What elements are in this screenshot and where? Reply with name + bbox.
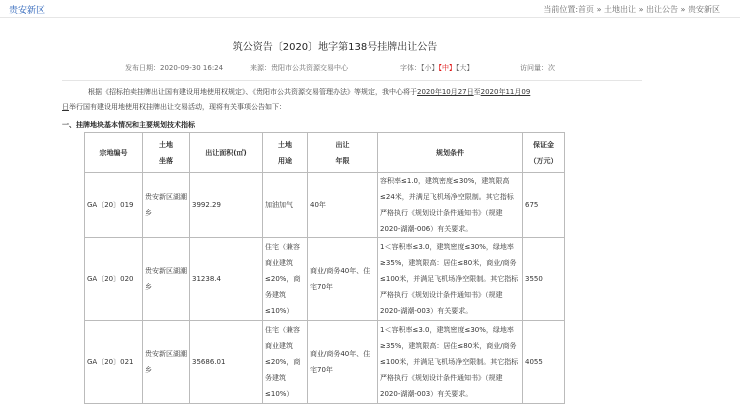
header-term: 出让 年限: [308, 133, 378, 173]
cell-deposit: 4055: [523, 321, 565, 404]
breadcrumb-notices[interactable]: 出让公告: [646, 5, 679, 14]
font-small-button[interactable]: 【小】: [421, 64, 439, 72]
table-row: [85, 321, 565, 404]
land-plots-table: [84, 132, 565, 404]
cell-location: 贵安新区湖潮乡: [143, 173, 190, 238]
cell-use: 加油加气: [263, 173, 308, 238]
table-row: [85, 173, 565, 238]
header-location: 土地 坐落: [143, 133, 190, 173]
start-date: 2020年10月27日: [417, 88, 474, 96]
breadcrumb-label: 当前位置:: [543, 5, 579, 14]
cell-conditions: 1＜容积率≤3.0，建筑密度≤30%，绿地率≥35%，建筑限高：居住≤80米，商业/商务≤100米，并满足飞机场净空限制。其它指标严格执行《规划设计条件通知书》（规建2020-湖潮-003）有关要求。: [378, 321, 523, 404]
cell-area: 35686.01: [190, 321, 263, 404]
cell-use: 住宅（兼容商业建筑≤20%，商务建筑≤10%）: [263, 321, 308, 404]
cell-deposit: 3550: [523, 238, 565, 321]
brand-link[interactable]: 贵安新区: [9, 6, 46, 16]
breadcrumb-land-transfer[interactable]: 土地出让: [604, 5, 637, 14]
cell-location: 贵安新区湖潮乡: [143, 238, 190, 321]
cell-term: 40年: [308, 173, 378, 238]
cell-plot-no: GA〔20〕021: [85, 321, 143, 404]
cell-conditions: 1＜容积率≤3.0，建筑密度≤30%，绿地率≥35%，建筑限高：居住≤80米，商业/商务≤100米，并满足飞机场净空限制。其它指标严格执行《规划设计条件通知书》（规建2020-湖潮-003）有关要求。: [378, 238, 523, 321]
divider: [62, 80, 642, 81]
breadcrumb-separator: »: [678, 5, 688, 14]
section-heading: 一、挂牌地块基本情况和主要规划技术指标: [62, 121, 195, 129]
intro-text-cont: 举行国有建设用地使用权挂牌出让交易活动，现将有关事项公告如下：: [69, 103, 286, 111]
article-meta: [0, 63, 740, 75]
cell-term: 商业/商务40年、住宅70年: [308, 321, 378, 404]
header-plot-no: 宗地编号: [85, 133, 143, 173]
visit-count: 访问量：次: [520, 64, 555, 72]
cell-area: 3992.29: [190, 173, 263, 238]
breadcrumb-separator: »: [594, 5, 605, 14]
breadcrumb-separator: »: [636, 5, 647, 14]
font-large-button[interactable]: 【大】: [456, 64, 474, 72]
font-label: 字体：: [400, 64, 421, 72]
cell-use: 住宅（兼容商业建筑≤20%，商务建筑≤10%）: [263, 238, 308, 321]
font-medium-button[interactable]: 【中】: [438, 64, 456, 72]
cell-plot-no: GA〔20〕019: [85, 173, 143, 238]
intro-paragraph-cont: [62, 101, 642, 113]
table-row: [85, 238, 565, 321]
page-title: 筑公资告〔2020〕地字第138号挂牌出让公告: [232, 42, 438, 53]
end-date-tail: 日: [62, 103, 69, 111]
header-conditions: 规划条件: [378, 133, 523, 173]
intro-to: 至: [473, 88, 481, 96]
header-deposit: 保证金 （万元）: [523, 133, 565, 173]
publish-date: 发布日期：2020-09-30 16:24: [125, 64, 224, 72]
intro-text: 根据《招标拍卖挂牌出让国有建设用地使用权规定》、《贵阳市公共资源交易管理办法》等规定，我中心将于: [88, 88, 417, 96]
cell-term: 商业/商务40年、住宅70年: [308, 238, 378, 321]
cell-deposit: 675: [523, 173, 565, 238]
source: 来源：贵阳市公共资源交易中心: [250, 64, 348, 72]
end-date: 2020年11月09: [480, 88, 531, 96]
header-use: 土地 用途: [263, 133, 308, 173]
intro-paragraph: [88, 86, 638, 98]
cell-area: 31238.4: [190, 238, 263, 321]
cell-conditions: 容积率≤1.0，建筑密度≤30%，建筑限高≤24米，并满足飞机场净空限制。其它指标严格执行《规划设计条件通知书》（规建2020-湖潮-006）有关要求。: [378, 173, 523, 238]
font-size-controls: [400, 63, 474, 73]
breadcrumb-home[interactable]: 首页: [578, 5, 595, 14]
table-header-row: [85, 133, 565, 173]
breadcrumb: [543, 4, 720, 15]
top-bar: [0, 0, 740, 18]
header-area: 出让面积(㎡): [190, 133, 263, 173]
cell-plot-no: GA〔20〕020: [85, 238, 143, 321]
breadcrumb-guian[interactable]: 贵安新区: [688, 5, 720, 14]
cell-location: 贵安新区湖潮乡: [143, 321, 190, 404]
